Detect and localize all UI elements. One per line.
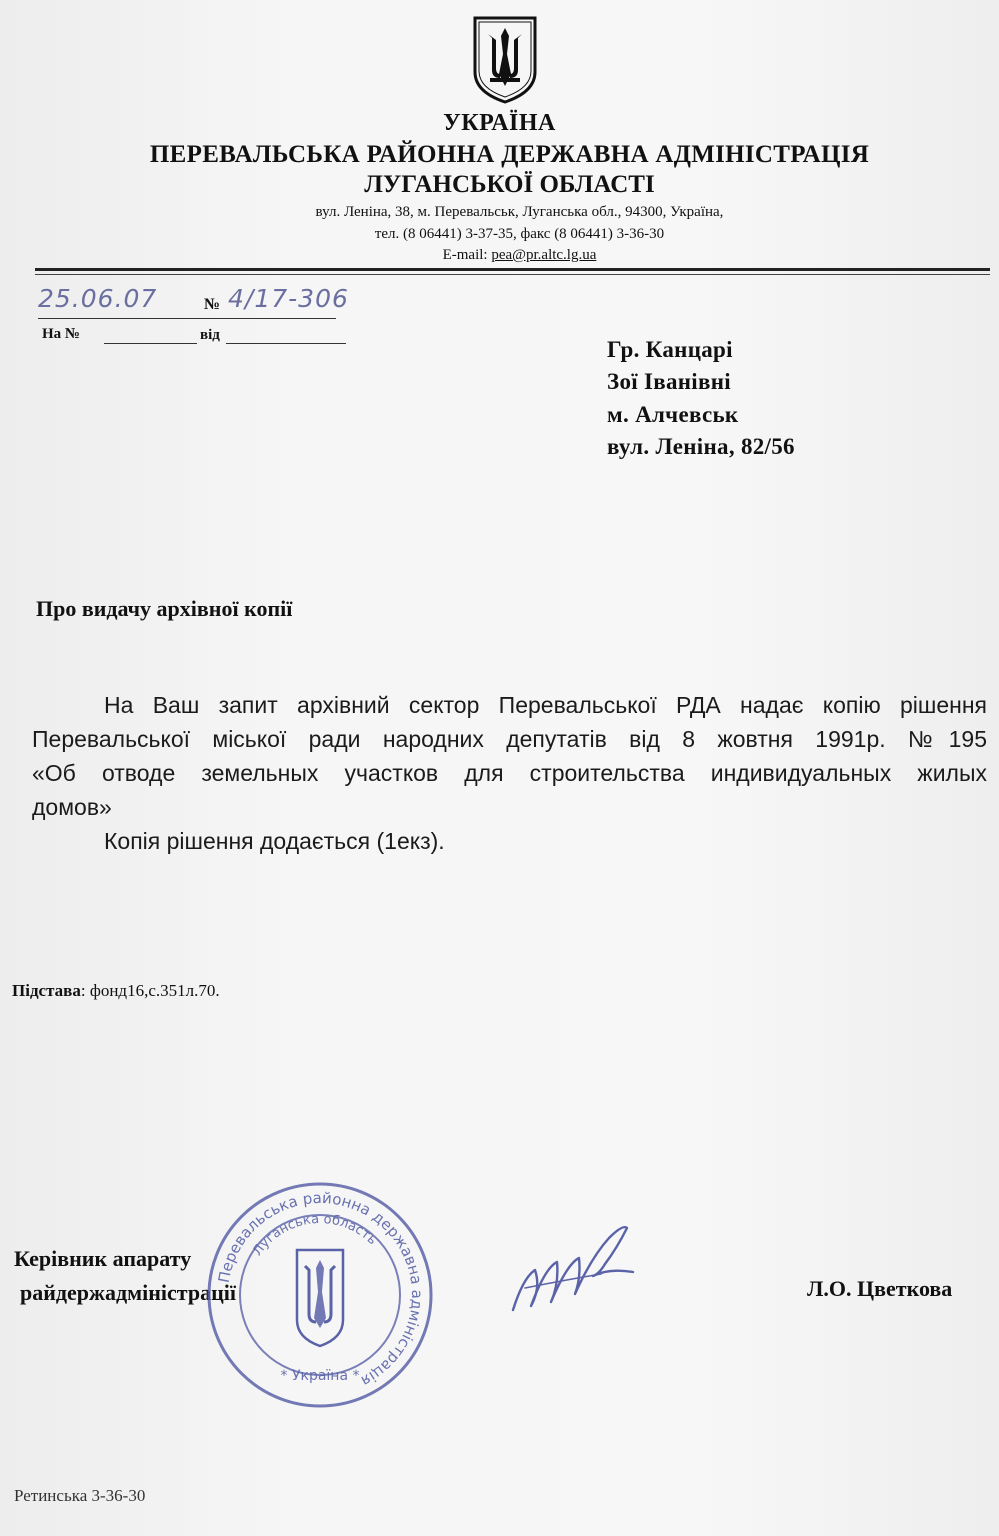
letter-subject: Про видачу архівної копії (36, 596, 293, 621)
in-reply-label: На № (42, 326, 80, 342)
header-email-label: E-mail: (442, 247, 488, 263)
official-stamp (205, 1180, 435, 1410)
reference-underline (38, 318, 336, 319)
handwritten-signature (505, 1218, 645, 1318)
recipient-line: Зої Іванівні (607, 369, 731, 394)
header-email-line (20, 247, 999, 264)
header-email: pea@pr.altc.lg.ua (491, 247, 597, 263)
svg-text:Перевальська районна державна: Перевальська районна державна адміністрація (214, 1188, 427, 1391)
in-reply-from-label: від (200, 327, 220, 343)
body-line: Копія рішення додається (1екз). (104, 828, 445, 854)
body-line: домов» (32, 794, 112, 820)
basis-label: Підстава (12, 981, 81, 1000)
basis-text: : фонд16,с.351л.70. (80, 981, 220, 1000)
header-address: вул. Леніна, 38, м. Перевальськ, Луганська обл., 94300, Україна, (315, 204, 724, 220)
body-line: Перевальської міської ради народних депутатів від 8 жовтня 1991р. №195 (32, 726, 987, 752)
in-reply-underline (104, 343, 197, 344)
basis-line (12, 981, 220, 1001)
signer-title: Керівник апарату (14, 1246, 192, 1271)
in-reply-date-underline (226, 343, 346, 344)
coat-of-arms-icon (470, 14, 540, 104)
header-region: ЛУГАНСЬКОЇ ОБЛАСТІ (364, 171, 655, 198)
signer-title: райдержадміністрації (20, 1280, 236, 1305)
outgoing-date: 25.06.07 (38, 284, 158, 313)
recipient-line: вул. Леніна, 82/56 (607, 434, 795, 459)
recipient-line: м. Алчевськ (607, 402, 739, 427)
header-organization: ПЕРЕВАЛЬСЬКА РАЙОННА ДЕРЖАВНА АДМІНІСТРАЦІЯ (149, 141, 870, 168)
svg-text:Луганська область: Луганська область (250, 1211, 380, 1259)
outgoing-number-sign: № (204, 296, 221, 313)
header-divider-thin (35, 274, 990, 275)
letter-body (32, 688, 987, 858)
body-line: На Ваш запит архівний сектор Перевальської РДА надає копію рішення (104, 692, 987, 718)
header-phones: тел. (8 06441) 3-37-35, факс (8 06441) 3-36-30 (374, 226, 665, 242)
header-divider (35, 268, 990, 271)
body-line: «Об отводе земельных участков для строительства индивидуальных жилых (32, 760, 987, 786)
executor-note: Ретинська 3-36-30 (14, 1486, 146, 1505)
svg-text:* Україна *: * Україна * (280, 1368, 360, 1384)
recipient-line: Гр. Канцарі (607, 337, 733, 362)
header-country: УКРАЇНА (443, 110, 556, 136)
outgoing-number: 4/17-306 (228, 284, 349, 313)
signer-name: Л.О. Цветкова (807, 1276, 953, 1301)
